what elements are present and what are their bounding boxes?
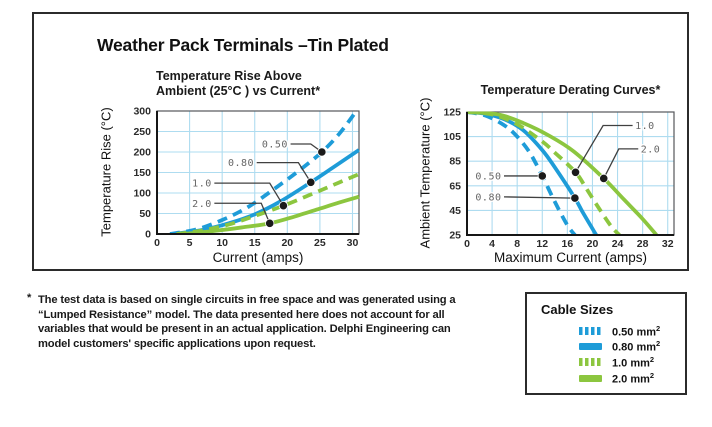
footnote: [27, 293, 455, 351]
legend-item-20: [527, 370, 685, 386]
temp-rise-chart-title: [156, 69, 320, 99]
temp-rise-x-axis-label: Current (amps): [212, 250, 304, 265]
svg-text:20: 20: [281, 237, 294, 249]
footnote-line: “Lumped Resistance” model. The data presented here does not account for all: [38, 308, 445, 321]
green-dashed-line-swatch: [579, 358, 602, 366]
svg-text:0.80: 0.80: [475, 192, 502, 204]
svg-text:125: 125: [443, 106, 461, 119]
temp-rise-chart-plot: [122, 102, 374, 254]
svg-text:25: 25: [449, 229, 461, 242]
green-solid-line-swatch: [579, 375, 602, 382]
svg-text:100: 100: [133, 187, 151, 200]
svg-text:150: 150: [133, 167, 151, 179]
svg-text:250: 250: [133, 126, 151, 138]
temp-rise-chart-title-line2: Ambient (25°C ) vs Current*: [156, 84, 321, 98]
legend-item-label: 0.50 $mm^2$: [612, 323, 661, 339]
svg-text:45: 45: [449, 204, 461, 217]
svg-text:5: 5: [186, 237, 193, 249]
legend-item-10: [527, 355, 685, 371]
derating-chart-title: Temperature Derating Curves*: [480, 83, 661, 97]
legend-item-label: 1.0 $mm^2$: [612, 355, 655, 370]
footnote-asterisk: *: [27, 292, 32, 304]
derating-y-axis-label: Ambient Temperature (°C): [417, 97, 433, 249]
svg-text:0.50: 0.50: [475, 171, 502, 183]
footnote-line: The test data is based on single circuits in free space and was generated using a: [38, 294, 456, 306]
svg-text:1.0: 1.0: [192, 178, 212, 190]
legend-item-label: 2.0 $mm^2$: [612, 370, 655, 386]
legend-items: [527, 323, 685, 386]
svg-text:0: 0: [464, 238, 470, 250]
svg-text:24: 24: [611, 238, 624, 250]
svg-text:10: 10: [216, 237, 229, 249]
svg-text:32: 32: [661, 238, 674, 250]
svg-text:15: 15: [248, 237, 261, 249]
svg-text:20: 20: [586, 238, 599, 250]
page-title: Weather Pack Terminals –Tin Plated: [97, 35, 389, 55]
svg-text:0.50: 0.50: [261, 139, 288, 151]
svg-text:105: 105: [443, 131, 461, 144]
derating-x-axis-label: Maximum Current (amps): [493, 250, 648, 265]
svg-text:25: 25: [314, 237, 326, 249]
svg-text:200: 200: [133, 146, 151, 159]
footnote-line: variables that would be present in an actual application. Delphi Engineering can: [38, 323, 451, 335]
legend-item-080: [527, 339, 685, 355]
svg-text:8: 8: [514, 238, 521, 250]
footnote-text: [38, 293, 455, 351]
figure-panel: [32, 12, 689, 271]
temp-rise-chart-title-line1: Temperature Rise Above: [156, 69, 302, 83]
svg-text:50: 50: [139, 208, 151, 220]
svg-text:12: 12: [536, 238, 549, 250]
legend-item-050: [527, 323, 685, 339]
svg-text:2.0: 2.0: [192, 198, 212, 210]
svg-text:300: 300: [133, 105, 151, 118]
svg-text:65: 65: [449, 180, 461, 193]
svg-text:1.0: 1.0: [635, 121, 655, 133]
svg-text:28: 28: [636, 238, 649, 250]
svg-text:4: 4: [489, 238, 496, 250]
svg-text:0: 0: [154, 237, 160, 249]
legend-item-label: 0.80 $mm^2$: [612, 339, 661, 355]
blue-solid-line-swatch: [579, 343, 602, 350]
derating-chart-plot: [429, 102, 699, 254]
cable-sizes-legend: [525, 292, 687, 395]
blue-dashed-line-swatch: [579, 327, 602, 335]
svg-text:30: 30: [346, 237, 359, 249]
svg-text:85: 85: [449, 155, 461, 168]
svg-text:2.0: 2.0: [640, 144, 661, 156]
legend-title: Cable Sizes: [541, 302, 614, 317]
footnote-line: model customers' specific applications upon request.: [38, 337, 316, 350]
svg-text:0.80: 0.80: [227, 158, 255, 170]
svg-text:16: 16: [561, 238, 574, 250]
svg-text:0: 0: [145, 228, 151, 241]
temp-rise-y-axis-label: Temperature Rise (°C): [98, 107, 114, 237]
